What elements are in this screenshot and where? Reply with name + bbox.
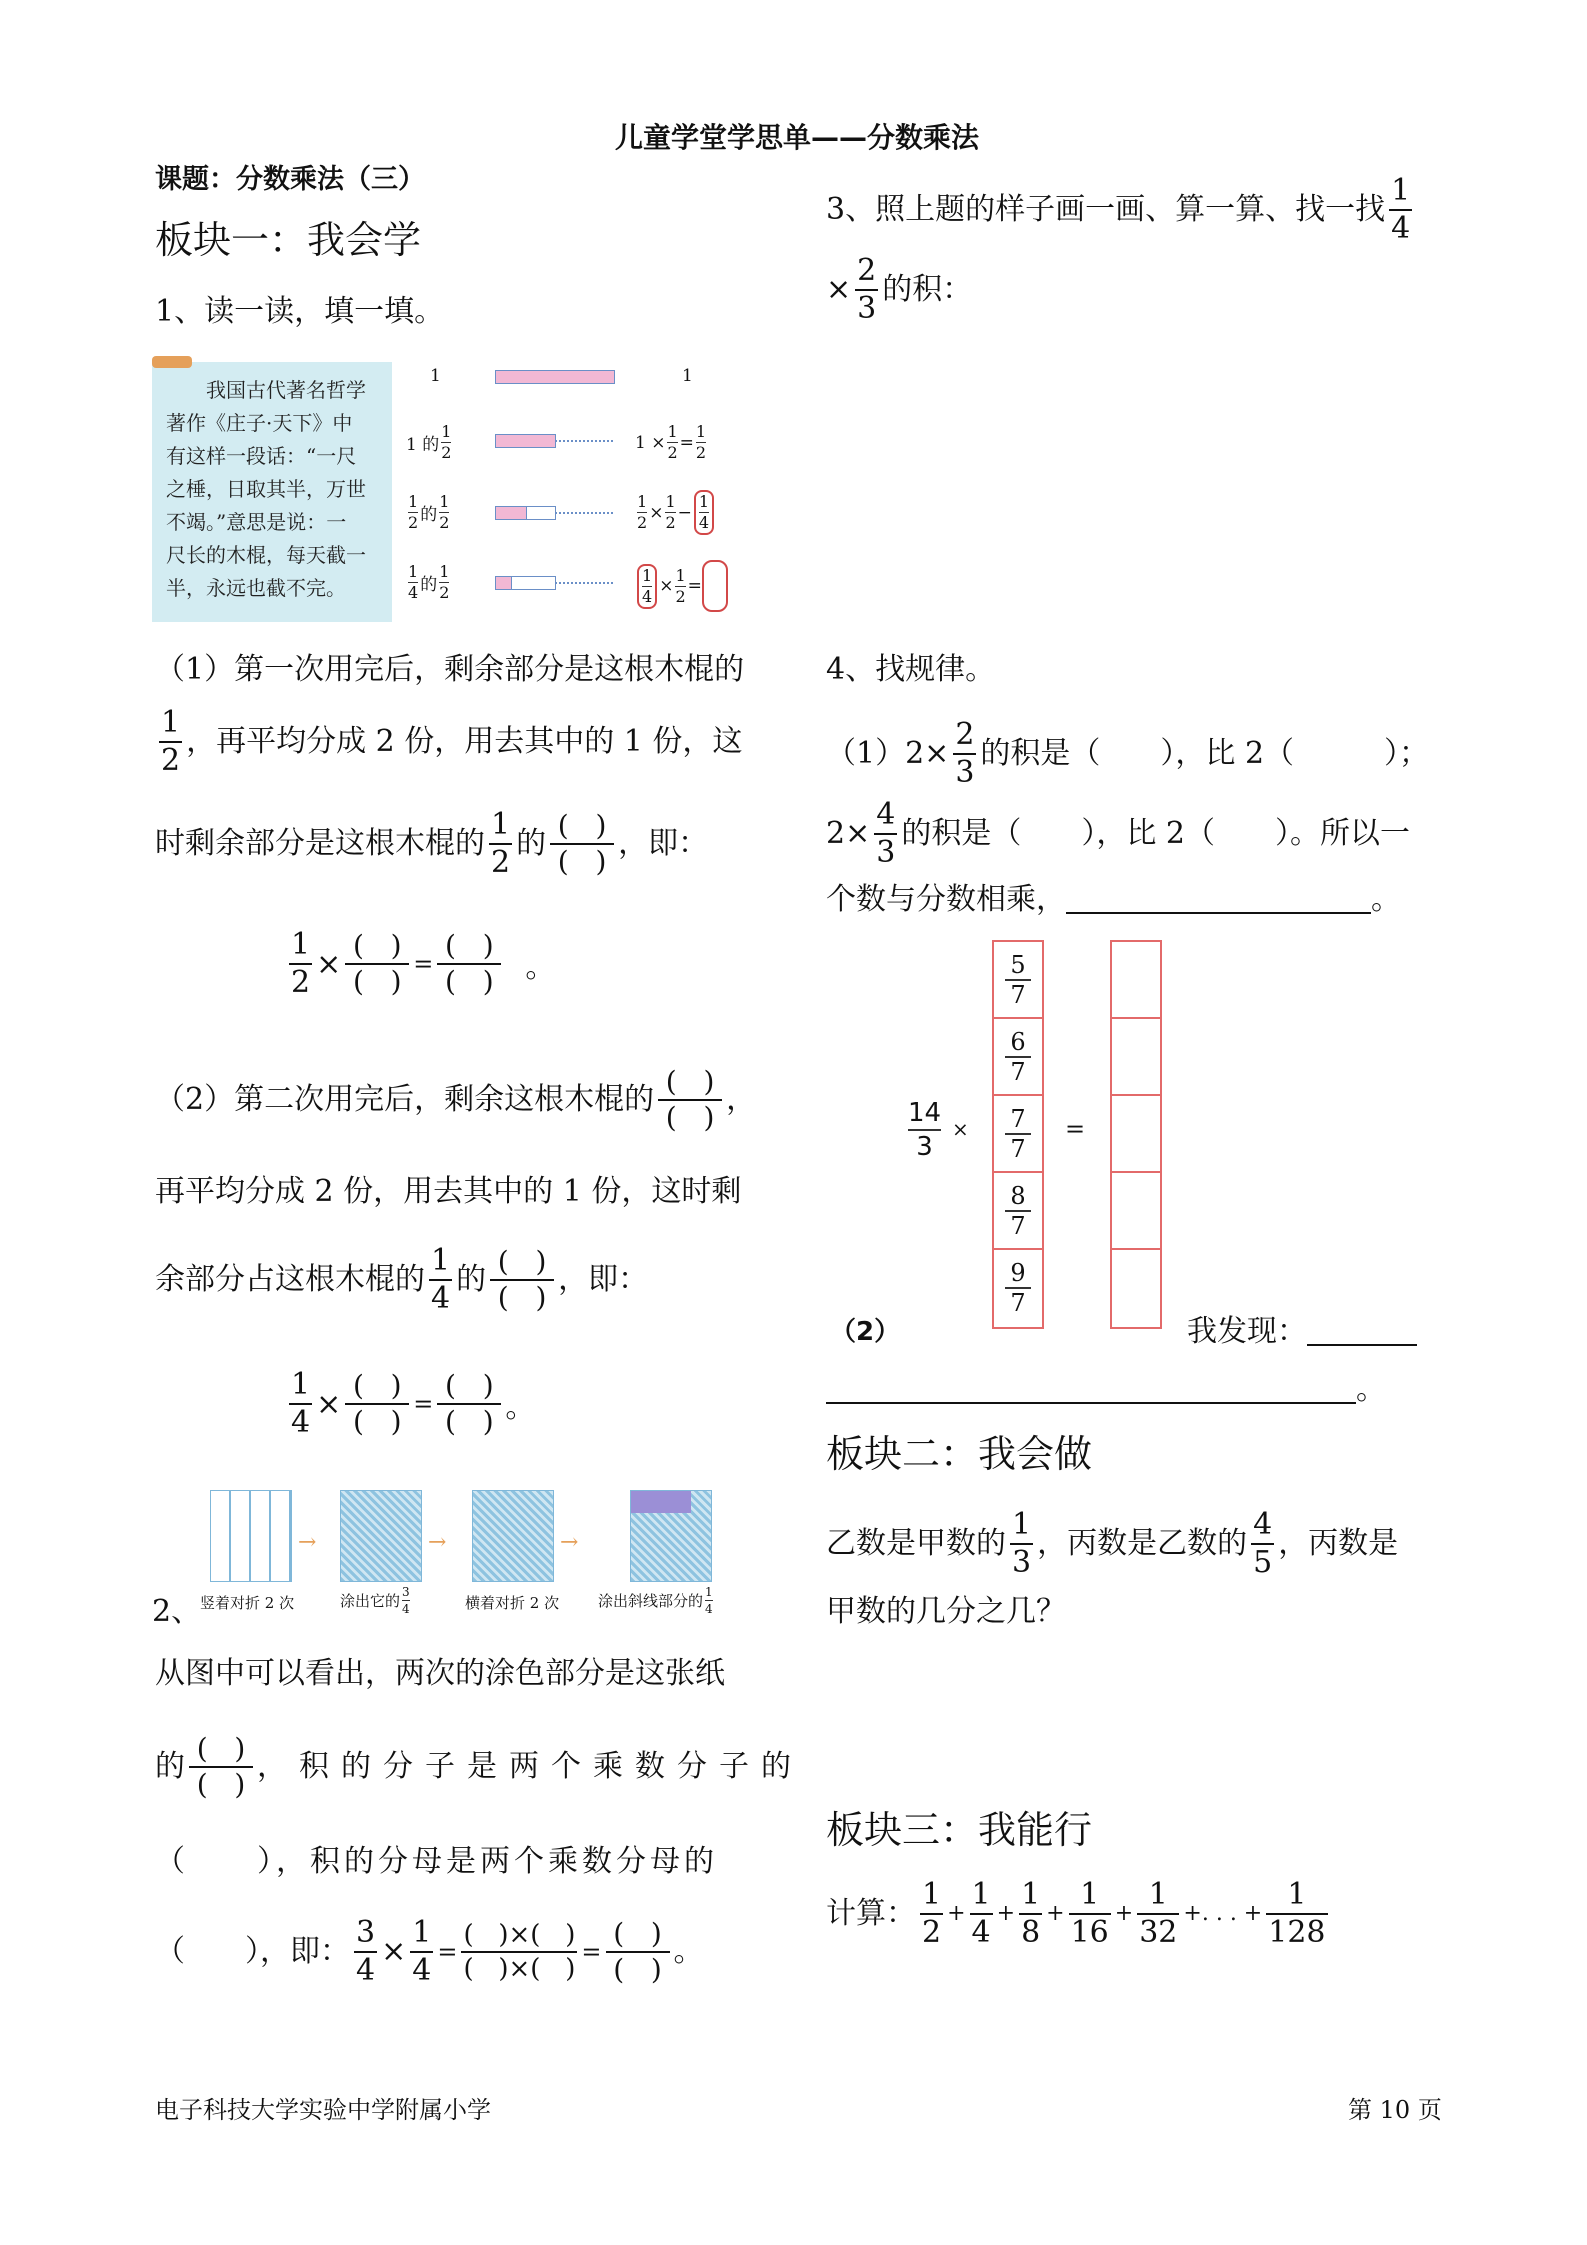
found-line-2: 。 [826, 1368, 1386, 1412]
q1-part1-equation: $\frac{1}{2}$ × $\frac{( )}{( )}$ = $\frac{( )}{( )}$ 。 [291, 927, 556, 1000]
section-1-heading: 板块一：我会学 [155, 218, 422, 262]
question-3-line2: × $\frac{2}{3}$ 的积： [826, 253, 973, 326]
page-title: 儿童学堂学思单——分数乘法 [615, 121, 980, 154]
footer-school: 电子科技大学实验中学附属小学 [155, 2096, 491, 2124]
answer-column[interactable] [1110, 940, 1162, 1329]
fraction-column: 5 7 6 7 7 7 8 7 9 7 [992, 940, 1044, 1329]
question-2-number: 2、 [152, 1594, 202, 1629]
q4-part1-line3: 个数与分数相乘， 。 [826, 882, 1401, 917]
paper-step-3 [472, 1490, 554, 1582]
lesson-topic: 课题：分数乘法（三） [155, 164, 425, 195]
question-4-title: 4、找规律。 [826, 652, 996, 687]
q2-line4: （ ），即： $\frac{3}{4}$ × $\frac{1}{4}$ = $\frac{( )\times( )}{( )\times( )}$ = $\frac{( )}{( )}$ 。 [155, 1915, 704, 1988]
answer-line[interactable] [1307, 1344, 1417, 1346]
stick-quarter [495, 506, 527, 520]
answer-line[interactable] [1066, 912, 1371, 914]
blank-fraction[interactable]: $\frac{( )}{( )}$ [345, 1372, 409, 1436]
blank-fraction[interactable]: $\frac{( )}{( )}$ [437, 1372, 501, 1436]
blank-fraction[interactable]: $\frac{( )}{( )}$ [189, 1735, 253, 1799]
q2-line2: 的 $\frac{( )}{( )}$ ，积的分子是两个乘数分子的 [155, 1732, 803, 1801]
paper-step-4 [630, 1490, 712, 1582]
section-2-problem-line2: 甲数的几分之几？ [826, 1594, 1066, 1629]
answer-box[interactable] [702, 560, 728, 612]
blank-fraction[interactable]: $\frac{( )}{( )}$ [437, 932, 501, 996]
blank-fraction[interactable]: $\frac{( )}{( )}$ [606, 1920, 670, 1984]
blank-fraction[interactable]: $\frac{( )}{( )}$ [550, 812, 614, 876]
question-3-line1: 3、照上题的样子画一画、算一算、找一找 $\frac{1}{4}$ [826, 173, 1411, 246]
blank-fraction[interactable]: $\frac{( )}{( )}$ [490, 1248, 554, 1312]
blank-fraction[interactable]: $\frac{( )}{( )}$ [345, 932, 409, 996]
answer-line[interactable] [826, 1402, 1356, 1404]
q4-part1-line2: 2× $\frac{4}{3}$ 的积是（ ），比 2（ ）。所以一 [826, 797, 1410, 870]
section-2-problem-line1: 乙数是甲数的 $\frac{1}{3}$ ，丙数是乙数的 $\frac{4}{5}$ ，丙数是 [826, 1507, 1399, 1580]
paper-folding-figure: → → → 竖着对折 2 次 涂出它的 $\frac{3}{4}$ 横着对折 2 次 涂出斜线部分的 $\frac{1}{4}$ [200, 1490, 720, 1630]
section-3-heading: 板块三：我能行 [826, 1808, 1093, 1852]
section-2-heading: 板块二：我会做 [826, 1432, 1093, 1476]
q1-part2-line2: 再平均分成 2 份，用去其中的 1 份，这时剩 [155, 1174, 742, 1209]
found-line: 我发现： [1187, 1310, 1417, 1354]
q1-part2-line1: （2）第二次用完后，剩余这根木棍的 $\frac{( )}{( )}$ ， [155, 1065, 757, 1134]
q1-part1-line3: 时剩余部分是这根木棍的 $\frac{1}{2}$ 的 $\frac{( )}{( )}$ ，即： [155, 807, 709, 880]
scroll-decoration [152, 356, 192, 368]
q1-part2-line3: 余部分占这根木棍的 $\frac{1}{4}$ 的 $\frac{( )}{( )}$ ，即： [155, 1243, 649, 1316]
paper-step-1 [210, 1490, 292, 1582]
q4-part2-label: （2） [830, 1317, 901, 1347]
q1-part1-line1: （1）第一次用完后，剩余部分是这根木棍的 [155, 652, 745, 687]
q1-part1-line2: $\frac{1}{2}$ ，再平均分成 2 份，用去其中的 1 份，这 [161, 705, 743, 778]
stick-halving-figure: 1 1 1 的 $\frac{1}{2}$ 1 × $\frac{1}{2}$ = $\frac{1}{2}$ $\frac{1}{2}$ 的 $\frac{1}{2}$ $\frac{1}{2}$ × $\frac{1}{2}$ − $\frac{1}{4}$ $\frac{1}{4}$ 的 $\frac{1}{2}$ $\frac{1}{4}$ × $\frac{1}{2}$ = [400, 362, 780, 622]
question-1-title: 1、读一读，填一填。 [155, 294, 445, 329]
stick-whole [495, 370, 615, 384]
blank-fraction[interactable]: $\frac{( )}{( )}$ [658, 1068, 722, 1132]
blank-product-fraction[interactable]: $\frac{( )\times( )}{( )\times( )}$ [463, 1920, 576, 1984]
paper-step-2 [340, 1490, 422, 1582]
stick-half [495, 434, 556, 448]
q2-line1: 从图中可以看出，两次的涂色部分是这张纸 [155, 1656, 725, 1691]
q2-line3: （ ），积的分母是两个乘数分母的 [155, 1844, 718, 1879]
story-card [152, 362, 392, 622]
page-number: 第 10 页 [1348, 2096, 1442, 2124]
q1-part2-equation: $\frac{1}{4}$ × $\frac{( )}{( )}$ = $\frac{( )}{( )}$ 。 [291, 1367, 536, 1440]
section-3-series: 计算： $\frac{1}{2}$ + $\frac{1}{4}$ + $\frac{1}{8}$ + $\frac{1}{16}$ + $\frac{1}{32}$ +. . . + $\frac{1}{128}$ [826, 1877, 1326, 1950]
pattern-figure: 14 3 × 5 7 6 7 7 7 8 7 9 7 = [900, 935, 1180, 1335]
story-text: 我国古代著名哲学 著作《庄子·天下》中 有这样一段话：“一尺 之棰，日取其半，万世 不竭。”意思是说：一 尺长的木棍，每天截一 半，永远也截不完。 [166, 378, 366, 600]
q4-part1-line1: （1）2× $\frac{2}{3}$ 的积是（ ），比 2（ ）； [826, 717, 1430, 790]
